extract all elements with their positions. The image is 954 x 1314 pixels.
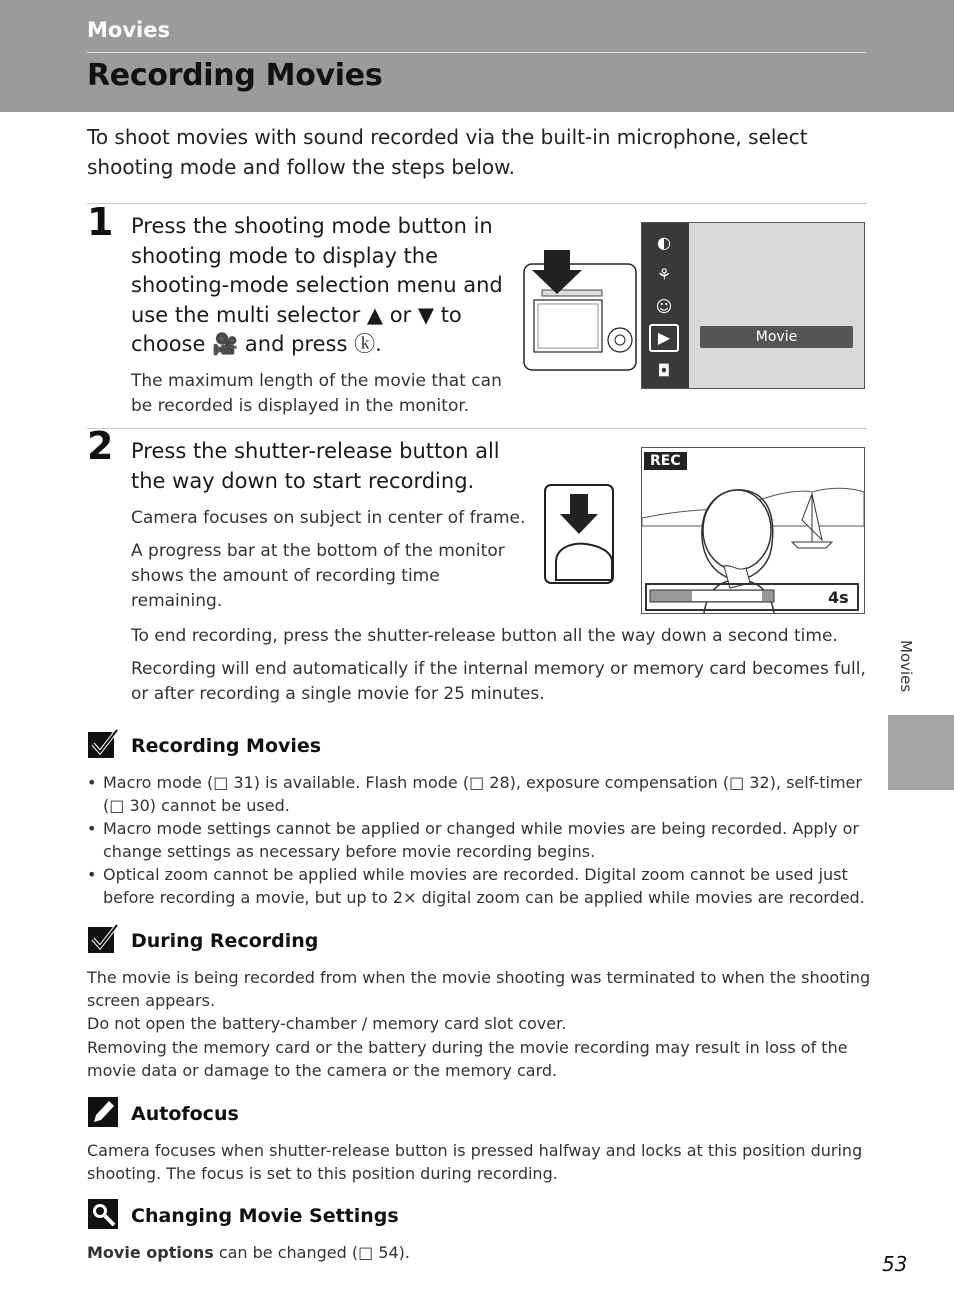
bullet-item: • Optical zoom cannot be applied while movies are recorded. Digital zoom cannot be used just before recording a movie, but up to 2× digital zoom can be applied while movies are recorded. xyxy=(87,863,877,909)
during-recording-line: The movie is being recorded from when the movie shooting was terminated to when the shooting screen appears. xyxy=(87,968,871,1010)
scene-mode-icon: ⚘ xyxy=(656,265,672,284)
auto-mode-camera-icon: ◘ xyxy=(657,361,671,380)
caution-check-icon xyxy=(87,923,119,955)
step-2-note-end: To end recording, press the shutter-release button all the way down a second time. xyxy=(131,626,838,646)
mode-strip xyxy=(642,223,689,388)
movie-options-ref-text: can be changed (□ 54). xyxy=(213,1243,410,1262)
during-recording-note-title: During Recording xyxy=(131,930,319,952)
divider xyxy=(87,428,867,429)
movie-mode-icon: ▶ xyxy=(649,324,679,352)
intro-paragraph: To shoot movies with sound recorded via the built-in microphone, select shooting mode and follow the steps below. xyxy=(87,125,808,179)
during-recording-line: Removing the memory card or the battery during the movie recording may result in loss of the movie data or damage to the camera or the memory card. xyxy=(87,1038,848,1080)
bullet-item: • Macro mode settings cannot be applied or changed while movies are being recorded. Apply or change settings as necessary before movie recording begins. xyxy=(87,817,877,863)
during-recording-line: Do not open the battery-chamber / memory card slot cover. xyxy=(87,1014,567,1033)
movie-options-link-text: Movie options xyxy=(87,1243,214,1262)
changing-movie-settings-text xyxy=(87,1241,877,1264)
step-2-note-progress: A progress bar at the bottom of the monitor shows the amount of recording time remaining. xyxy=(131,541,505,611)
step-2-text: Press the shutter-release button all the way down to start recording. xyxy=(131,439,500,493)
step-1-text: Press the shooting mode button in shooting mode to display the shooting-mode selection menu and use the multi selector ▲ or ▼ to choose 🎥 and press ⓚ. xyxy=(131,214,503,356)
mode-selection-screen xyxy=(641,222,865,389)
page-title: Recording Movies xyxy=(87,58,383,93)
step-1-number: 1 xyxy=(87,200,114,244)
rec-indicator: REC xyxy=(644,452,687,470)
chapter-tab xyxy=(888,715,954,790)
step-2-number: 2 xyxy=(87,424,114,468)
reference-magnifier-icon xyxy=(87,1198,119,1230)
recording-movies-bullets xyxy=(87,771,877,909)
autofocus-note-title: Autofocus xyxy=(131,1103,239,1125)
bullet-item: • Macro mode (□ 31) is available. Flash mode (□ 28), exposure compensation (□ 32), self-timer (□ 30) cannot be used. xyxy=(87,771,877,817)
section-label: Movies xyxy=(87,18,170,42)
scene-auto-icon: ◐ xyxy=(657,233,671,252)
recording-movies-note-title: Recording Movies xyxy=(131,735,322,757)
time-remaining: 4s xyxy=(828,588,849,607)
changing-movie-settings-title: Changing Movie Settings xyxy=(131,1205,399,1227)
camera-mode-button-illustration xyxy=(520,250,640,375)
shutter-press-illustration xyxy=(542,482,617,588)
note-pencil-icon xyxy=(87,1096,119,1128)
caution-check-icon xyxy=(87,728,119,760)
recording-screen xyxy=(641,447,865,614)
step-2-note-focus: Camera focuses on subject in center of frame. xyxy=(131,508,526,528)
page-number: 53 xyxy=(882,1252,908,1276)
movie-mode-label: Movie xyxy=(700,326,853,348)
chapter-header xyxy=(0,0,954,112)
side-chapter-label: Movies xyxy=(897,640,915,693)
header-divider xyxy=(87,52,867,53)
autofocus-note-text: Camera focuses when shutter-release button is pressed halfway and locks at this position during shooting. The focus is set to this position during recording. xyxy=(87,1141,863,1183)
smile-mode-icon: ☺ xyxy=(655,297,673,316)
divider xyxy=(87,203,867,204)
step-1-note: The maximum length of the movie that can be recorded is displayed in the monitor. xyxy=(131,371,502,416)
step-2-note-auto-end: Recording will end automatically if the internal memory or memory card becomes full, or after recording a single movie for 25 minutes. xyxy=(131,659,866,704)
